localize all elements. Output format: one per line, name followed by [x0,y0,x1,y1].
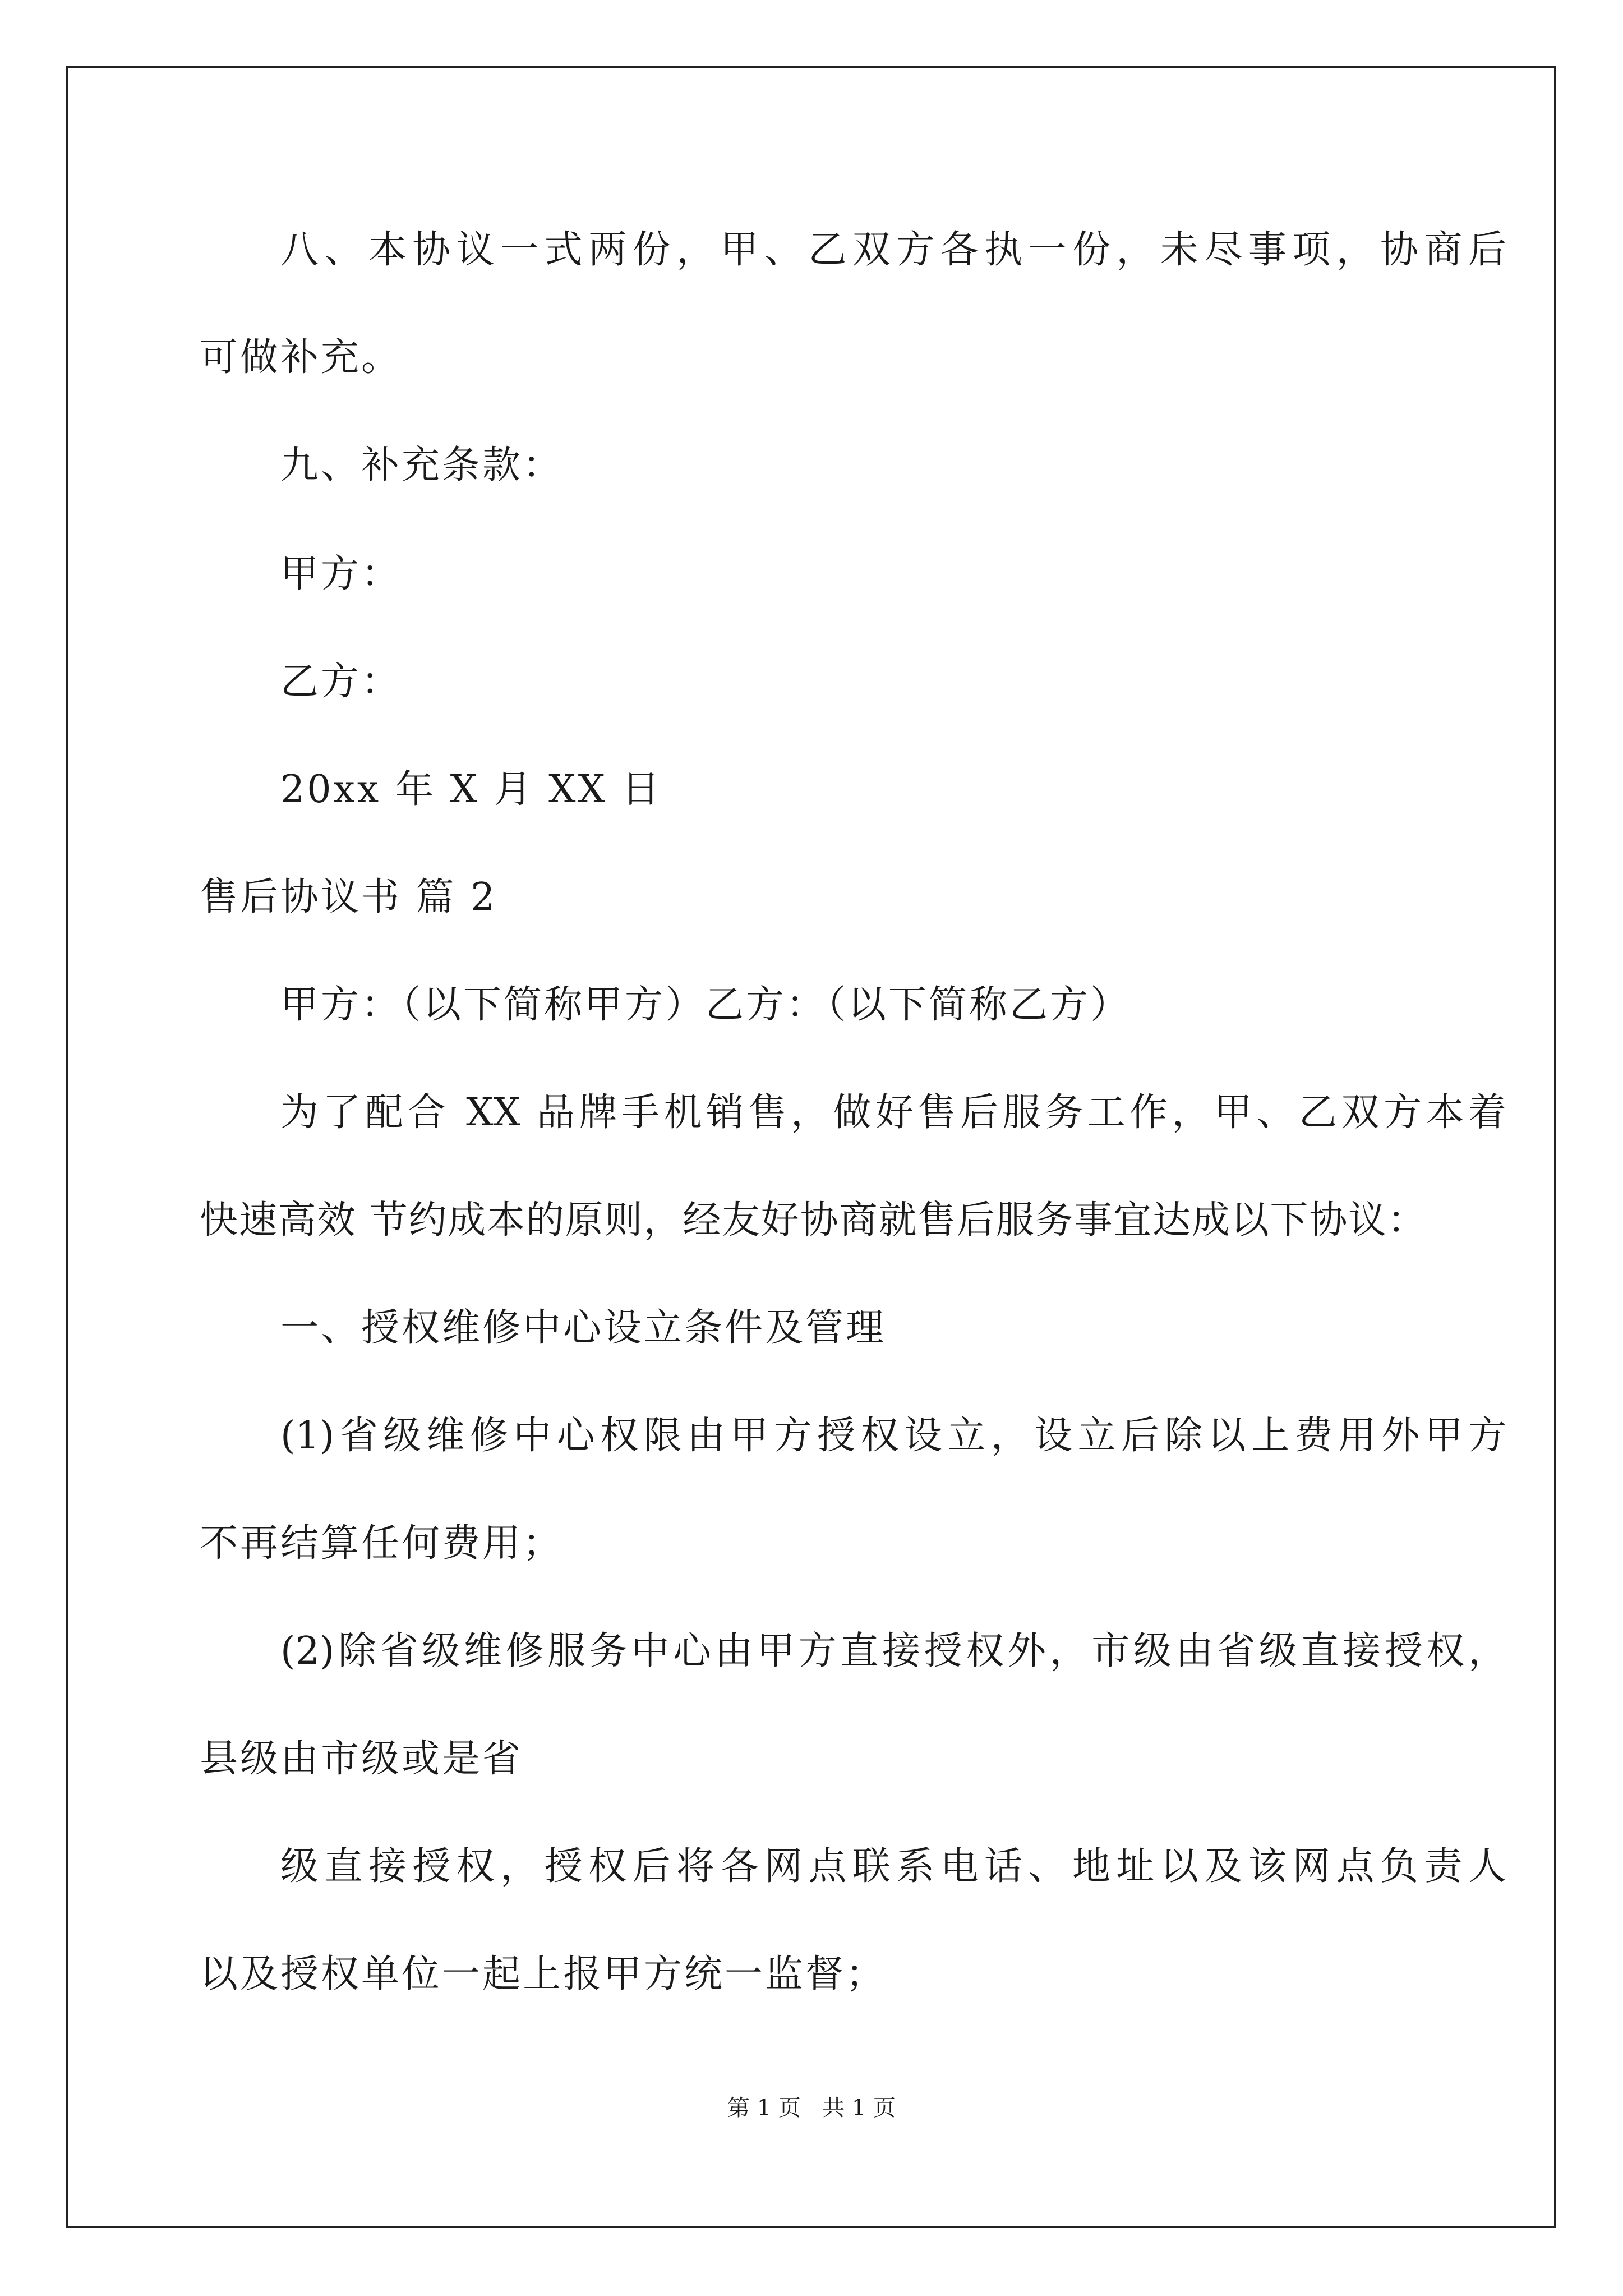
page-footer: 第 1 页 共 1 页 [727,2095,896,2121]
paragraph-line: 甲方：（以下简称甲方）乙方：（以下简称乙方） [280,983,1131,1027]
paragraph-line: 20xx 年 X 月 XX 日 [280,767,662,812]
paragraph-line: 级直接授权，授权后将各网点联系电话、地址以及该网点负责人 [280,1844,1506,1889]
paragraph-line: 一、授权维修中心设立条件及管理 [280,1306,887,1350]
section-heading: 售后协议书 篇 2 [200,875,497,919]
paragraph-line: 不再结算任何费用； [200,1521,564,1566]
paragraph-line: 八、本协议一式两份，甲、乙双方各执一份，未尽事项，协商后 [280,228,1506,272]
paragraph-line: 县级由市级或是省 [200,1737,523,1781]
paragraph-line: 九、补充条款： [280,443,564,487]
paragraph-line: 为了配合 XX 品牌手机销售，做好售后服务工作，甲、乙双方本着 [280,1091,1506,1135]
paragraph-line: (1)省级维修中心权限由甲方授权设立，设立后除以上费用外甲方 [280,1414,1506,1458]
paragraph-line: 甲方： [280,552,402,596]
paragraph-line: 快速高效 节约成本的原则，经友好协商就售后服务事宜达成以下协议： [200,1198,1426,1243]
paragraph-line: 可做补充。 [200,335,402,380]
paragraph-line: (2)除省级维修服务中心由甲方直接授权外，市级由省级直接授权， [280,1629,1506,1673]
page-border [66,66,1556,2228]
paragraph-line: 乙方： [280,660,402,704]
paragraph-line: 以及授权单位一起上报甲方统一监督； [200,1952,887,1996]
